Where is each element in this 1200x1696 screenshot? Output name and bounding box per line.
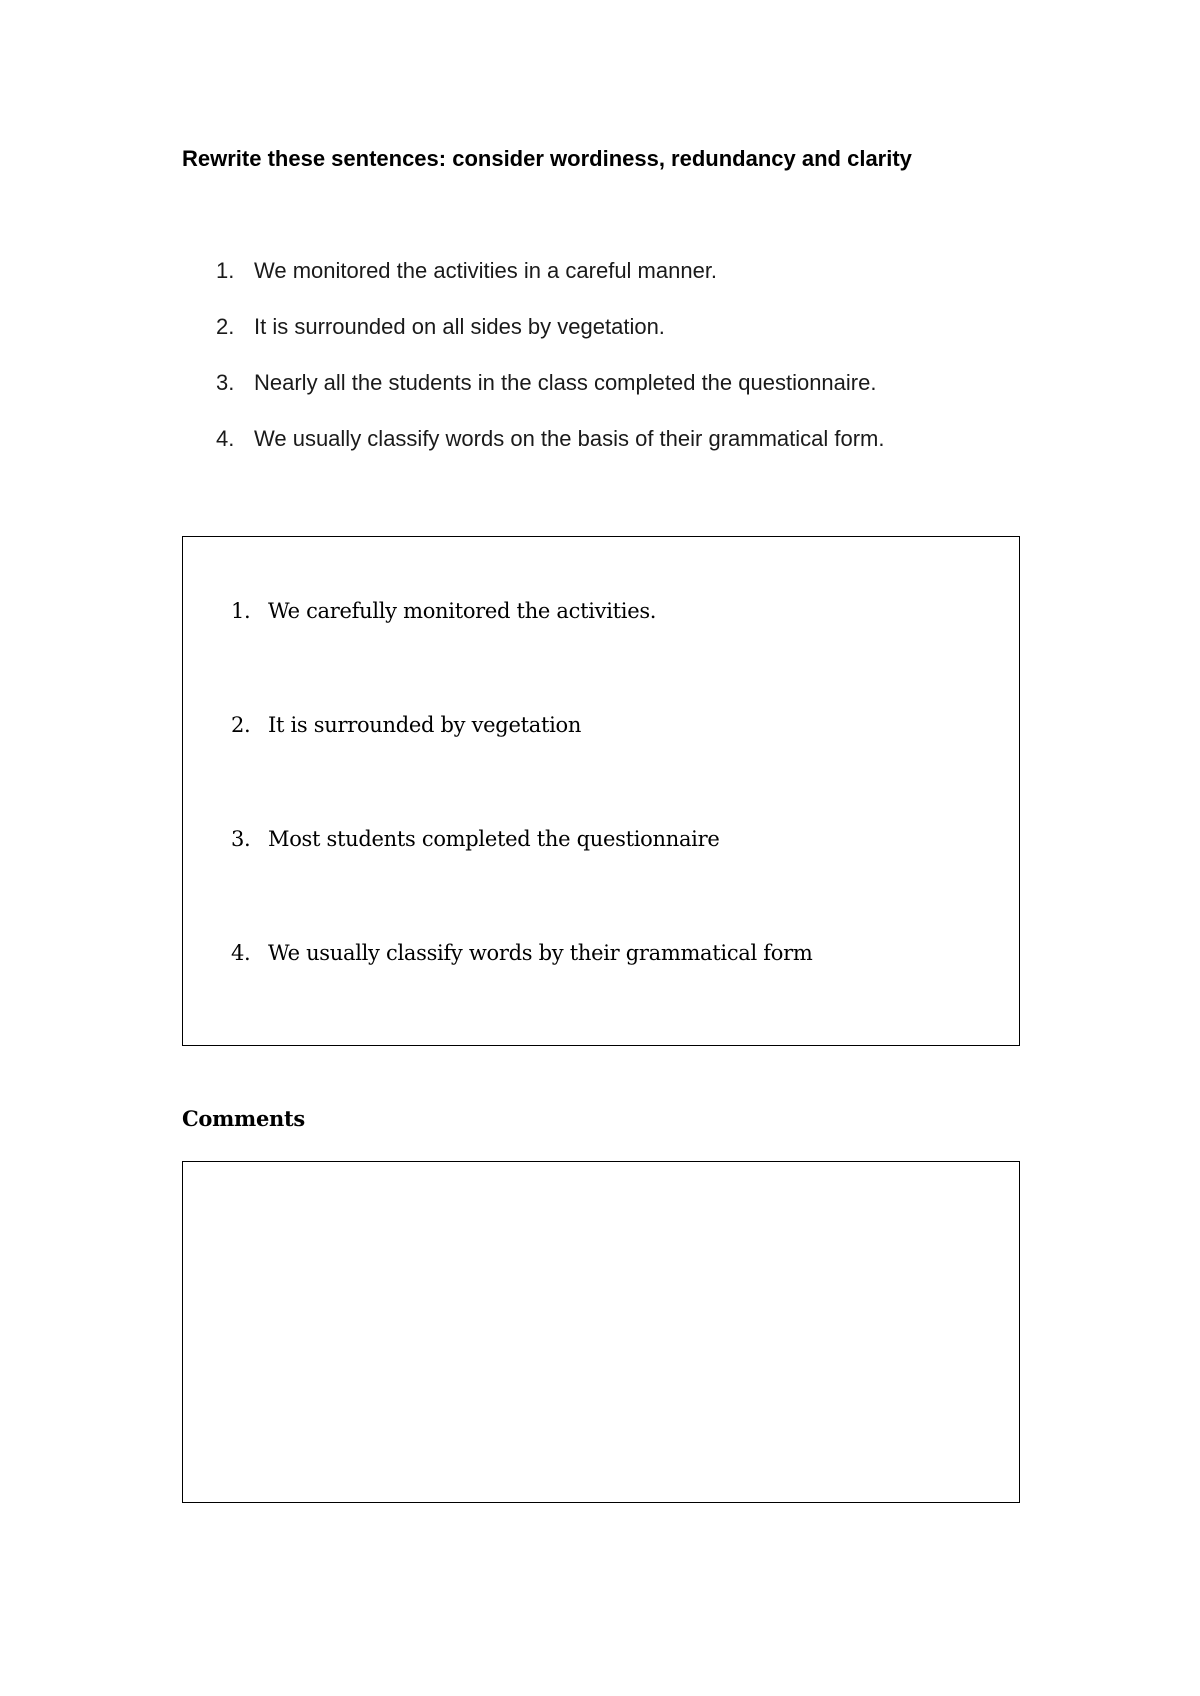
answer-item (231, 713, 581, 737)
prompt-number: 1. (216, 258, 235, 283)
prompt-text: We monitored the activities in a careful manner. (254, 258, 718, 283)
prompt-item (216, 426, 885, 452)
answer-number: 4. (231, 941, 251, 965)
answer-item (231, 941, 812, 965)
prompt-text: We usually classify words on the basis of their grammatical form. (254, 426, 885, 451)
answer-text: It is surrounded by vegetation (268, 713, 582, 737)
answer-number: 1. (231, 599, 251, 623)
prompt-number: 2. (216, 314, 235, 339)
prompt-item (216, 258, 717, 284)
prompt-item (216, 370, 876, 396)
answer-text: Most students completed the questionnaire (268, 827, 720, 851)
answer-text: We carefully monitored the activities. (268, 599, 657, 623)
comments-label: Comments (182, 1106, 305, 1131)
prompt-number: 4. (216, 426, 235, 451)
answer-box[interactable] (182, 536, 1020, 1046)
answer-text: We usually classify words by their grammatical form (268, 941, 813, 965)
answer-number: 3. (231, 827, 251, 851)
answer-item (231, 599, 656, 623)
answer-number: 2. (231, 713, 251, 737)
prompt-number: 3. (216, 370, 235, 395)
answer-item (231, 827, 719, 851)
prompt-item (216, 314, 665, 340)
comments-box[interactable] (182, 1161, 1020, 1503)
prompt-text: It is surrounded on all sides by vegetation. (254, 314, 665, 339)
prompt-text: Nearly all the students in the class completed the questionnaire. (254, 370, 877, 395)
page-heading: Rewrite these sentences: consider wordiness, redundancy and clarity (182, 146, 912, 171)
